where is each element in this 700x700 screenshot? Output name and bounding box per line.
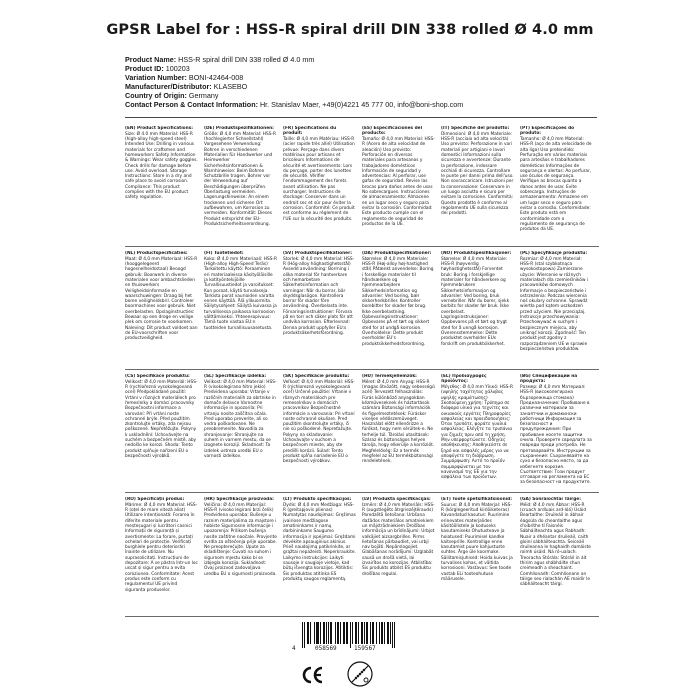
row-divider	[125, 246, 599, 247]
row-divider	[125, 492, 599, 493]
spec-cell	[362, 251, 435, 369]
spec-cell-body: Veličina: Ø 4,0 mm Materijal: HSS-R (visoko legirani brzi čelik) Predviđena uporaba: Bušenje u raznim materijalima za majstore i hobiste Sigurnosne informacije i upozorenja: Prilikom bušenja nosite zaštitne naočale. Provjerite svrdla za oštećenja prije uporabe. Ne preopterećujte. Upute za skladištenje: Čuvati na suhom i sigurnom mjestu kako bi se izbjegla korozija. Sukladnost: Ovaj proizvod zadovoljava uredbu EU o sigurnosti proizvoda.	[204, 502, 277, 577]
product-info	[125, 55, 645, 110]
spec-cell	[283, 251, 356, 369]
spec-cell-body: Size: Ø 4.0 mm Material: HSS-R (high-alloy high-speed steel) Intended Use: Drilling in various materials for craftsmen and homeworkers Safety Information & Warnings: Wear safety goggles. Check drills for damage before use. Avoid overload. Storage Instructions: Store in a dry and safe place to avoid corrosion. Compliance: This product complies with the EU product safety regulation.	[125, 131, 198, 201]
barcode-bar	[352, 622, 353, 644]
spec-cell-heading: (PL) Specyfikacje produktu:	[520, 251, 588, 256]
info-key: Country of Origin:	[125, 91, 187, 101]
barcode-bar	[390, 622, 391, 644]
barcode-bar	[358, 622, 359, 644]
spec-cell-body: Størrelse: Ø 4,0 mm Materiale: HSS-R (Høj-alloy høj-hastighed stål) Påtænkt anvendelse: Boring i forskellige materialer til håndværkere og hjemmearbejdere Sikkerhedsinformation og advarsler: Ved boring, bær sikkerhedsbriller. Kontroller borebitter for skader før brug. Ikke overbelastning. Opbevaringsinstruktioner: Opbevares på et tørt og sikkert sted for at undgå korrosion. Overholdelse: Dette produkt overholder EU's produktsikkerhedsforordning.	[362, 256, 434, 347]
barcode-bar	[347, 622, 348, 644]
spec-cell-body: Rozmiar: Ø 4,0 mm Materiał: HSS-R (stal szybkotnąca wysokostopowa) Zamierzone użycie: Wiercenie w różnych materiałach dla rzemieślników i pracowników domowych Informacje o bezpieczeństwie i ostrzeżenia: Podczas wiercenia noś okulary ochronne. Sprawdź wiertła pod kątem uszkodzeń przed użyciem. Nie przeciążaj. Instrukcje przechowywania: Przechowywać w suchym i bezpiecznym miejscu, aby uniknąć korozji. Zgodność: Ten produkt jest zgodny z rozporządzeniem UE w sprawie bezpieczeństwa produktów.	[520, 256, 589, 352]
info-row	[125, 73, 645, 82]
spec-cell-body: Dimensioni: Ø 4,0 mm Materiale: HSS-R (acciaio ad alta velocità) Uso previsto: Perforazione in vari materiali per artigiani e lavori domestici Informazioni sulla sicurezza e avvertenze: Durante la perforazione, indossare occhiali di sicurezza. Controllare le punte per danni prima dell'uso. Non sovraccaricare. Istruzioni per la conservazione: Conservare in un luogo asciutto e sicuro per evitare la corrosione. Conformità: Questo prodotto è conforme al regolamento UE sulla sicurezza dei prodotti.	[441, 131, 514, 217]
spec-cell	[125, 374, 198, 492]
barcode-bar	[370, 622, 371, 644]
spec-cell-body: Größe: Ø 4,0 mm Material: HSS-R (hochlegierter Schnellstahl) Vorgesehene Verwendung: Bohren in verschiedenen Materialien für Handwerker und Heimwerker Sicherheitsinformationen & Warnhinweise: Beim Bohren Schutzbrille tragen. Bohrer vor der Verwendung auf Beschädigungen überprüfen. Überlastung vermeiden. Lagerungshinweise: An einem trockenen und sicheren Ort aufbewahren, um Korrosion zu vermeiden. Konformität: Dieses Produkt entspricht der EU-Produktsicherheitsverordnung.	[204, 131, 276, 227]
barcode-bar	[340, 622, 341, 644]
info-value: Hr. Stanislav Maer, +49(0)4221 45 777 00, info@boni-shop.com	[259, 100, 464, 110]
info-key: Product Name:	[125, 55, 177, 64]
barcode-bar	[324, 622, 325, 644]
info-row	[125, 64, 645, 73]
spec-cell-heading: (ET) Toote spetsifikatsioonid:	[441, 497, 512, 502]
spec-cell	[362, 126, 435, 244]
spec-cell-heading: (HU) Termékjellemzők:	[362, 374, 417, 379]
spec-cell-heading: (NL) Productspecificaties:	[125, 251, 188, 256]
spec-cell-heading: (DA) Produktspecifikationer:	[362, 251, 432, 256]
spec-cell-heading: (FR) Spécifications du produit:	[283, 126, 337, 137]
spec-cell	[520, 126, 593, 244]
info-value: Germany	[188, 91, 219, 101]
spec-cell-body: Veľkosť: Ø 4,0 mm Materiál: HSS-R (rýchlorezná vysokolegovaná oceľ) Určené použitie: Vŕtanie v rôznych materiáloch pre remeselníkov a domácich pracovníkov Bezpečnostné informácie a varovania: Pri vŕtaní noste ochranné okuliare. Pred použitím skontrolujte vrtáky, či nie sú poškodené. Nepreťažujte. Pokyny na skladovanie: Uchovávajte v suchom a bezpečnom mieste, aby ste predišli korózii. Súlad: Tento produkt spĺňa nariadenie EÚ o bezpečnosti výrobkov.	[283, 379, 355, 465]
rolled-drill-icon	[346, 660, 374, 688]
spec-cell	[283, 374, 356, 492]
spec-cell-body: Dydis: Ø 4,0 mm Medžiaga: HSS-R (greitapjovis plienas) Numatytas naudojimas: Gręžimas įvairiose medžiagose amatininkams ir namų darbininkams Saugumo informacija ir įspėjimai: Gręždami dėvėkite apsauginius akinius. Prieš naudojimą patikrinkite, ar grąžtai nepažeisti. Neperkraukite. Laikymo instrukcijos: Laikyti sausoje ir saugioje vietoje, kad būtų išvengta korozijos. Atitiktis: Šis produktas atitinka ES produktų saugos reglamentą.	[283, 502, 356, 582]
spec-cell-body: Méret: Ø 4,0 mm Anyag: HSS-R (magas ötvözött, nagy sebességű acél) Tervezett felhasználás: Fúrás különböző anyagokban kézműveseknek és háztartások számára Biztonsági információk és figyelmeztetések: Fúráskor viseljen védőszemüveget. Használat előtt ellenőrizze a fúrókat, hogy nem sérültek-e. Ne terhelje túl. Tárolási utasítások: Száraz és biztonságos helyen tárolja, hogy elkerülje a korróziót. Megfelelőség: Ez a termék megfelel az EU termékbiztonsági rendeletének.	[362, 379, 435, 465]
spec-cell-body: Velikost: Ø 4,0 mm Material: HSS-R (visokolegirano hitro jeklo) Predvidena uporaba: Vrtanje v različnih materialih za obrtnike in domače delavce Varnostne informacije in opozorila: Pri vrtanju nosite zaščitna očala. Pred uporabo preverite, ali so vedra poškodovane. Ne preobremenite. Navodila za shranjevanje: Shranjujte na suhem in varnem mestu, da se izognete koroziji. Skladnost: Ta izdelek ustreza uredbi EU o varnosti izdelkov.	[204, 379, 277, 459]
spec-cell-heading: (DE) Produktspezifikationen:	[204, 126, 274, 131]
ean-barcode	[290, 622, 400, 656]
spec-cell	[520, 497, 593, 615]
spec-cell-heading: (BG) Спецификации на продукта:	[520, 374, 578, 385]
barcode-bars	[302, 622, 396, 644]
spec-cell-heading: (NO) Produktspesifikasjoner:	[441, 251, 512, 256]
barcode-bar	[392, 622, 393, 648]
spec-cell	[283, 497, 356, 615]
info-row	[125, 91, 645, 100]
spec-cell-heading: (ES) Especificaciones del producto:	[362, 126, 423, 137]
spec-cell-heading: (IT) Specifiche del prodotto:	[441, 126, 510, 131]
barcode-bar	[367, 622, 368, 644]
barcode-bar	[326, 622, 327, 644]
barcode-bar	[314, 622, 315, 644]
barcode-bar	[382, 622, 383, 644]
barcode-bar	[344, 622, 345, 644]
barcode-digits-left: 058569	[315, 645, 337, 652]
barcode-bar	[394, 622, 395, 648]
row-divider	[125, 369, 599, 370]
barcode-bar	[318, 622, 319, 644]
barcode-bar	[302, 622, 303, 648]
barcode-bar	[304, 622, 305, 648]
info-value: HSS-R spiral drill DIN 338 rolled Ø 4.0 mm	[178, 55, 315, 64]
row-divider	[125, 616, 599, 617]
barcode-digits-right: 159567	[354, 645, 376, 652]
spec-cell	[520, 374, 593, 492]
barcode-bar	[364, 622, 365, 644]
info-key: Product ID:	[125, 64, 164, 74]
info-key: Manufacturer/Distributor:	[125, 82, 212, 92]
spec-cell-body: Maat: Ø 4,0 mm Materiaal: HSS-R (hooggelegeerd hogesnelheidsstaal) Beoogd gebruik: Boorwerk in diverse materialen voor ambachtslieden en thuiswerkers Veiligheidsinformatie en waarschuwingen: Draag bij het boren veiligheidsbril. Controleer boormachines voor gebruik. Niet overbelasten. Opslaginstructies: Bewaar op een droge en veilige plek om corrosie te voorkomen. Naleving: Dit product voldoet aan de EU-voorschriften voor productveiligheid.	[125, 256, 198, 342]
barcode-bar	[373, 622, 374, 644]
spec-cell	[125, 126, 198, 244]
barcode-bar	[328, 622, 329, 644]
info-value: KLASEBO	[213, 82, 248, 92]
spec-cell	[204, 126, 277, 244]
spec-cell-body: Storlek: Ø 4,0 mm Material: HSS-R (Hög-alloy höghastighetsstål) Avsedd användning: Borrning i olika material för hantverkare och hemarbetare Säkerhetsinformation och varningar: När du borrar, bär skyddsglasögon. Kontrollera borrar för skador före användning. Överbelasta inte. Förvaringsinstruktioner: Förvara på en torr och säker plats för att undvika korrosion. Efterlevnad: Denna produkt uppfyller EU:s produktsäkerhetsförordning.	[283, 256, 355, 336]
spec-cell	[362, 497, 435, 615]
spec-cell	[441, 251, 514, 369]
spec-cell-heading: (RO) Specificații produs:	[125, 497, 185, 502]
spec-cell-heading: (SV) Produktspecifikationer:	[283, 251, 352, 256]
spec-cell-body: Tamanho: Ø 4,0 mm Material: HSS-R (aço de alta velocidade de alta liga) Uso pretendido: Perfuração em vários materiais para artesãos e trabalhadores domésticos Informações de segurança e alertas: Ao perfurar, use óculos de segurança. Verifique as brocas quanto a danos antes de usar. Evite sobrecarga. Instruções de armazenamento: Armazene em um lugar seco e seguro para evitar a corrosão. Conformidade: Este produto está em conformidade com o regulamento de segurança de produtos da UE.	[520, 137, 592, 233]
barcode-bar	[379, 622, 380, 644]
barcode-bar	[308, 622, 309, 644]
page-title: GPSR Label for : HSS-R spiral drill DIN 338 rolled Ø 4.0 mm	[106, 22, 594, 38]
spec-cell	[204, 497, 277, 615]
spec-cell	[441, 497, 514, 615]
spec-cell-heading: (EN) Product Specifications:	[125, 126, 193, 131]
info-row	[125, 82, 645, 91]
spec-cell	[204, 251, 277, 369]
barcode-bar	[320, 622, 321, 644]
spec-cell-heading: (LV) Produkta specifikācijas:	[362, 497, 431, 502]
barcode-bar	[310, 622, 311, 644]
spec-cell	[125, 497, 198, 615]
barcode-digit-lead: 4	[292, 645, 296, 652]
barcode-bar	[384, 622, 385, 644]
info-row	[125, 55, 645, 64]
header-divider	[125, 117, 597, 118]
spec-cell	[520, 251, 593, 369]
spec-cell-heading: (LT) Produkto specifikacijos:	[283, 497, 352, 502]
ce-mark-icon	[301, 665, 325, 685]
info-row	[125, 100, 645, 109]
spec-cell-body: Taille: Ø 4,0 mm Matériau: HSS-R (acier rapide très allié) Utilisation prévue: Perçage dans divers matériaux pour artisans et bricoleurs Informations de sécurité et avertissements: Lors du perçage, porter des lunettes de sécurité. Vérifier l'endommagement des forets avant utilisation. Ne pas surcharger. Instructions de stockage: Conserver dans un endroit sec et sûr pour éviter la corrosion. Conformité: Ce produit est conforme au règlement de l'UE sur la sécurité des produits.	[283, 137, 355, 222]
barcode-bar	[350, 622, 351, 648]
spec-cell-heading: (SK) Špecifikácie produktu:	[283, 374, 350, 379]
spec-cell-heading: (CS) Specifikace produktu:	[125, 374, 190, 379]
spec-cell	[441, 374, 514, 492]
spec-cell	[125, 251, 198, 369]
spec-cell-body: Velikost: Ø 4,0 mm Materiál: HSS-R (rychlořezná vysokolegovaná ocel) Předpokládané použití: Vrtání v různých materiálech pro řemeslníky a domácí pracovníky Bezpečnostní informace a varování: Při vrtání noste ochranné brýle. Před použitím zkontrolujte vrtáky, zda nejsou poškozené. Nepřetěžujte. Pokyny k uskladnění: Uchovávejte na suchém a bezpečném místě, aby nedošlo ke korozi. Shoda: Tento produkt splňuje nařízení EU o bezpečnosti výrobků.	[125, 379, 198, 459]
spec-cell-body: Suurus: Ø 4,0 mm Materjal: HSS-R (kõrglegeeritud kiirlõiketeras) Kavandatud kasutus: Puurimine erinevates materjalides käsitöölistele ja koduseks kasutamiseks Ohutusteave ja hoiatused: Puurimisel kandke kaitseprille. Kontrollige enne kasutamist puure kahjustuste suhtes. Ärge üle koormake. Säilitamisjuhised: Hoida kuivas ja turvalises kohas, et vältida korrosiooni. Vastavus: See toode vastab ELi tooteohutuse määrusele.	[441, 502, 513, 582]
spec-cell-body: Размер: Ø 4,0 mm Материал: HSS-R (високолегирана бързорежеща стомана) Предназначение: Пробиване в различни материали за занаятчии и домакински работници Информация за безопасност и предупреждения: При пробиване носете защитни очила. Проверете свредлата за повреди преди употреба. Не претоварвайте. Инструкции за съхранение: Съхранявайте на сухо и безопасно място, за да избегнете корозия. Съответствие: Този продукт отговаря на регламента на ЕС за безопасност на продуктите.	[520, 385, 592, 486]
spec-cell-body: Størrelse: Ø 4,0 mm Materiale: HSS-R (høyverdig høyhastighetsstål) Forventet bruk: Boring i forskjellige materialer for håndverkere og hjemmebrukere Sikkerhetsinformasjon og advarsler: Ved boring, bruk vernebriller. Når du borer, sjekk borbits for skader før bruk. Ikke overbelast. Lagringsinstruksjoner: Oppbevares på et tørt og trygt sted for å unngå korrosjon. Overensstemmelse: Dette produktet overholder EUs forskrift om produktsikkerhet.	[441, 256, 510, 347]
barcode-bar	[356, 622, 357, 644]
spec-cell-heading: (SL) Specifikacije izdelka:	[204, 374, 267, 379]
spec-cell-body: Izmērs: Ø 4,0 mm Materiāls: HSS-R (augstleģēts ātrgriezējtērauds) Paredzētā lietošana: Urbšana dažādos materiālos amatniekiem un mājstrādniekiem Drošības informācija un brīdinājumi: Urbjot valkājiet aizsargbrilles. Pirms lietošanas pārbaudiet, vai urbji nav bojāti. Nepārslogojiet. Glabāšanas norādījumi: Uzglabāt sausā un drošā vietā, lai izvairītos no korozijas. Atbilstība: Šis produkts atbilst ES produktu drošības regulai.	[362, 502, 435, 577]
barcode-bar	[376, 622, 377, 644]
spec-cell-body: Mărime: Ø 4,0 mm Material: HSS-R (oțel de mare viteză aliat) Utilizare intenționată: Forarea în diferite materiale pentru meșteșugari și lucrători casnici Informații de siguranță și avertismente: La forare, purtați ochelari de protecție. Verificați burghiele pentru deteriorări înainte de utilizare. Nu suprasolicitați. Instrucțiuni de depozitare: A se păstra într-un loc uscat și sigur pentru a evita coroziunea. Conformitate: Acest produs este conform cu regulamentul UE privind siguranța produselor.	[125, 502, 198, 593]
info-key: Contact Person & Contact Information:	[125, 100, 258, 110]
barcode-bar	[331, 622, 332, 644]
spec-cell-heading: (PT) Especificações do produto:	[520, 126, 575, 137]
barcode-bar	[338, 622, 339, 644]
info-value: 100203	[165, 64, 190, 74]
spec-cell-body: Méid: Ø 4.0 mm Ábhar: HSS-R (cruach ardluais ard-lóó) Úsáid Beartaithe: Druileáil in ábhair éagsúla do cheardaithe agus d'oibrithe tí Faisnéis Sábháilteachta agus Rabhadh: Nuair a dhéantar druileáil, caith gloiní sábháilteachta. Seiceáil druileanna le haghaidh damáiste roimh úsáid. Ná ró-ualach. Treoracha Stórála: Stóráil in áit thirim agus shábháilte chun creimeadh a sheachaint. Comhlíonadh: Comhlíonann an táirge seo rialachán AE maidir le sábháilteacht táirgí.	[520, 502, 591, 588]
spec-cell	[204, 374, 277, 492]
spec-cell-heading: (GA) Sonraíochtaí Táirge:	[520, 497, 581, 502]
spec-cell-heading: (EL) Προδιαγραφές προϊόντος:	[441, 374, 487, 385]
spec-cell-body: Koko: Ø 4,0 mm Materiaali: HSS-R (High-alloy High-Speed Teräs) Tarkoitettu käyttö: Poraaminen eri materiaaleissa käsityöläisille ja kotityöntekijöille Turvallisuustiedot ja varoitukset: Kun poraat, käytä turvalaseja. Tarkista porat vaurioiden varalta ennen käyttöä. Älä ylikuormita. Säilytysohjeet: Säilytä kuivassa ja turvallisessa paikassa korroosion välttämiseksi. Yhteensopivuus: Tämä tuote vastaa EU:n tuotteiden turvallisuusasetusta.	[204, 256, 277, 331]
barcode-bar	[388, 622, 389, 644]
spec-cell	[441, 126, 514, 244]
info-key: Variation Number:	[125, 73, 187, 83]
barcode-bar	[335, 622, 336, 644]
spec-cell-body: Μέγεθος: Ø 4,0 mm Υλικό: HSS-R (υψηλής ταχύτητας χάλυβας υψηλής κραμάτωσης) Σκοπούμενη χρήση: Τρύπημα σε διάφορα υλικά για τεχνίτες και οικιακούς εργάτες Πληροφορίες ασφαλείας και προειδοποιήσεις: Όταν τρυπάτε, φοράτε γυαλιά ασφαλείας. Ελέγξτε τα τρυπάνια για ζημιές πριν από τη χρήση. Μην υπερφορτώνετε. Οδηγίες αποθήκευσης: Αποθηκεύστε σε ξηρό και ασφαλές μέρος για να αποφύγετε τη διάβρωση. Συμμόρφωση: Αυτό το προϊόν συμμορφώνεται με τον κανονισμό της ΕΕ για την ασφάλεια των προϊόντων.	[441, 385, 513, 481]
spec-cell-heading: (FI) Tuotetiedot:	[204, 251, 244, 256]
spec-cell-body: Tamaño: Ø 4,0 mm Material: HSS-R (Acero de alta velocidad de aleación) Uso previsto: Perforación en diversos materiales para artesanos y trabajadores domésticos Información de seguridad y advertencias: Al perforar, use gafas de seguridad. Revise las brocas para daños antes de usar. No sobrecargues. Instrucciones de almacenamiento: Almacene en un lugar seco y seguro para evitar la corrosión. Conformidad: Este producto cumple con el reglamento de seguridad de productos de la UE.	[362, 137, 435, 227]
spec-cell	[362, 374, 435, 492]
barcode-bar	[362, 622, 363, 644]
spec-cell	[283, 126, 356, 244]
spec-cell-heading: (HR) Specifikacije proizvoda:	[204, 497, 274, 502]
info-value: BONI-42464-008	[188, 73, 244, 83]
